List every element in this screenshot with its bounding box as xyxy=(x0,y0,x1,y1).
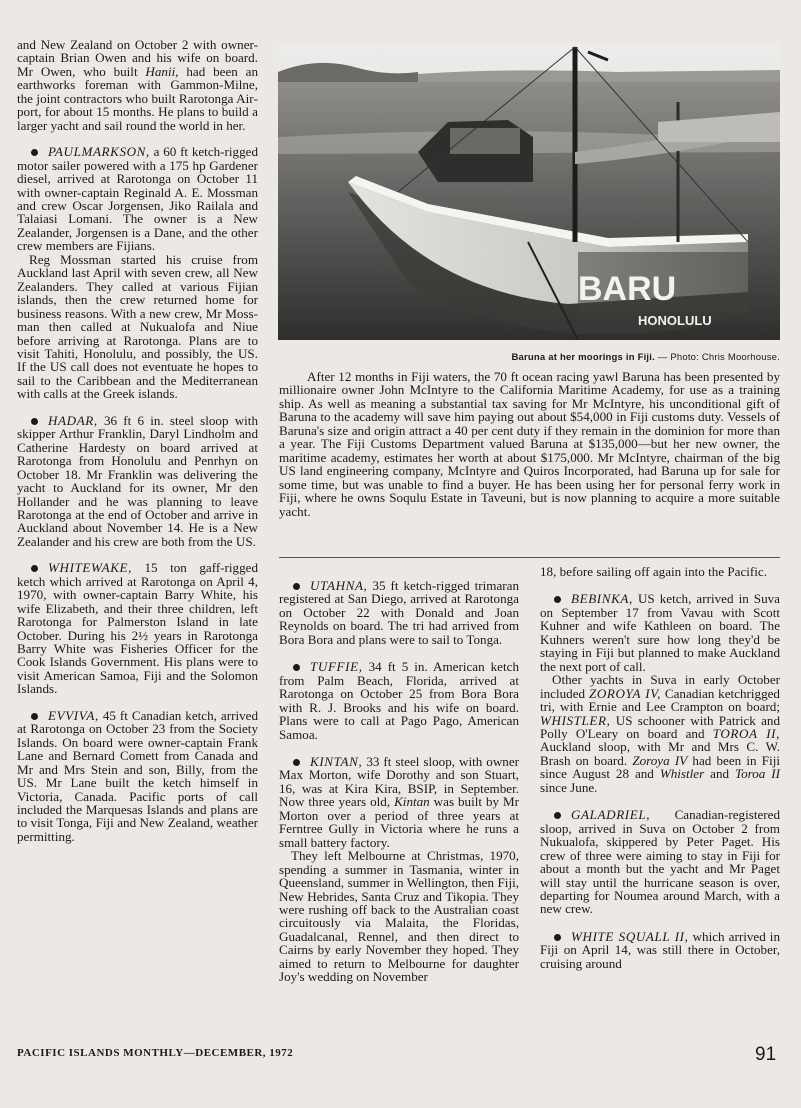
page-number: 91 xyxy=(755,1044,777,1065)
paragraph-other-yachts: Other yachts in Suva in early October included ZOROYA IV, Canadian ketchrigged tri, with Ernie and Lee Crampton on board; WHISTLER, US schooner with Patrick and Polly O'Leary on board and TOROA II, Auckland sloop, with Mr and Mrs C. W. Brash on board. Zoroya IV had been in Fiji since August 28 and Whistler and Toroa II since June. xyxy=(540,672,781,795)
entry-evviva: EVVIVA, 45 ft Canadian ketch, arrived at Rarotonga on October 23 from the Society Islands. On board were owner-captain Frank Lane and Bernard Comett from Canada and Mr and Mrs Stein and son, Billy, from the US. Mr Lane built the ketch himself in Victoria, Canada. Pacific ports of call included the Marquesas Islands and plans are to visit Tonga, Fiji and New Zealand, weather permitting. xyxy=(17,707,258,844)
entry-tuffie: TUFFIE, 34 ft 5 in. American ketch from Palm Beach, Florida, arrived at Rarotonga on October 25 from Bora Bora with R. J. Brooks and his wife on board. Plans were to call at Pago Pago, American Samoa. xyxy=(279,659,519,742)
stern-lettering: BARU xyxy=(578,270,677,308)
entry-galadriel: GALADRIEL, Canadian-registered sloop, arrived in Suva on October 2 from Nukualofa, skippered by Peter Paget. His crew of three were aiming to stay in Fiji for about a month but the yacht and Mr Paget will stay until the hurricane season is over, departing for Noumea around March, with a new crew. xyxy=(540,807,780,917)
entry-white-squall: WHITE SQUALL II, which arrived in Fiji on April 14, was still there in October, cruising around xyxy=(540,928,780,971)
middle-column xyxy=(279,565,519,984)
bullet-icon xyxy=(293,664,300,671)
bullet-icon xyxy=(31,713,38,720)
bullet-icon xyxy=(31,565,38,572)
entry-utahna: UTAHNA, 35 ft ketch-rigged trimaran registered at San Diego, arrived at Rarotonga on October 22 with Donald and Joan Reynolds on board. The tri had arrived from Bora Bora and plans were to sail to Tonga. xyxy=(279,578,519,647)
baruna-photo xyxy=(278,42,780,340)
yacht-illustration xyxy=(278,42,780,340)
bullet-icon xyxy=(293,583,300,590)
paragraph-hanii: and New Zealand on October 2 with owner-captain Brian Owen and his wife on board. Mr Owen, who built Hanii, had been an earthworks foreman with Gammon-Milne, the joint contractors who built Rarotonga Airport, for about 15 months. He plans to build a larger yacht and sail round the world in her. xyxy=(17,37,258,133)
paragraph-continued: 18, before sailing off again into the Pacific. xyxy=(540,564,768,579)
bullet-icon xyxy=(554,812,561,819)
entry-hadar: HADAR, 36 ft 6 in. steel sloop with skipper Arthur Franklin, Daryl Lindholm and Catherine Hardesty on board arrived at Rarotonga from Honolulu and Penrhyn on October 18. Mr Franklin was delivering the yacht to Auckland for its owner, Mr den Hollander and he was planning to leave Rarotonga at the end of October and arrive in Auckland about November 14. He is a New Zealander and his crew are both from the US. xyxy=(17,412,258,549)
bullet-icon xyxy=(31,418,38,425)
entry-paulmarkson: PAULMARKSON, a 60 ft ketch-rigged motor sailer powered with a 175 hp Gardener diesel, arrived at Rarotonga on October 11 with owner-captain Reginald A. E. Mossman and crew Oscar Jorgensen, Jiko Railala and Talaiasi Lomani. The owner is a New Zealander, Jorgensen is a Dane, and the other crew members are Fijians. xyxy=(17,144,258,254)
entry-bebinka: BEBINKA, US ketch, arrived in Suva on September 17 from Vavau with Scott Kuhner and wife Kathleen on board. The Kuhners weren't sure how long they'd be staying in Fiji but planned to make Auckland the next port of call. xyxy=(540,591,780,674)
paragraph-mossman: Reg Mossman started his cruise from Auckland last April with seven crew, all New Zealanders. They called at various Fijian islands, then the crew returned home for business reasons. With a new crew, Mr Mossman then called at Nukualofa and Niue before arriving at Rarotonga. Plans are to visit Tahiti, Honolulu, and possibly, the US. If the US call does not eventuate he hopes to sail to the Caribbean and the Mediterranean with calls at the Greek islands. xyxy=(17,251,258,402)
right-column xyxy=(540,565,780,970)
home-port-lettering: HONOLULU xyxy=(638,313,712,328)
bullet-icon xyxy=(31,149,38,156)
entry-kintan: KINTAN, 33 ft steel sloop, with owner Max Morton, wife Dorothy and son Stuart, 16, was at Kira Kira, BSIP, in September. Now three years old, Kintan was built by Mr Morton over a period of three years at Ferntree Gully in Victoria where he runs a small battery factory. xyxy=(279,753,520,850)
photo-caption: Baruna at her moorings in Fiji. — Photo: Chris Moorhouse. xyxy=(511,352,780,363)
divider xyxy=(279,557,780,558)
page-footer: PACIFIC ISLANDS MONTHLY—DECEMBER, 1972 xyxy=(17,1047,294,1059)
bullet-icon xyxy=(554,934,561,941)
left-column xyxy=(17,38,258,843)
paragraph-melbourne: They left Melbourne at Christmas, 1970, spending a summer in Tasmania, winter in Queensland, summer in Wellington, then Fiji, New Hebrides, Santa Cruz and Tikopia. They were rushing off back to the Australian coast circuitously via Malaita, the Floridas, Guadalcanal, Rennel, and then direct to Cairns by early November they hoped. They aimed to return to Melbourne for daughter Joy's wedding on November xyxy=(279,848,519,985)
bullet-icon xyxy=(554,596,561,603)
entry-whitewake: WHITEWAKE, 15 ton gaff-rigged ketch which arrived at Rarotonga on April 4, 1970, with owner-captain Barry White, his wife Elizabeth, and their three children, left Rarotonga for Palmerston Island in late October. During his 2½ years in Rarotonga Barry White was Fisheries Officer for the Cook Islands Government. His plans were to visit American Samoa, Fiji and the Solomon Islands. xyxy=(17,560,258,697)
bullet-icon xyxy=(293,759,300,766)
baruna-story: After 12 months in Fiji waters, the 70 ft ocean racing yawl Baruna has been presented by millionaire owner John McIntyre to the California Maritime Academy, for use as a training ship. As well as meaning a substantial tax saving for Mr McIntyre, his unconditional gift of Baruna to the academy will save him paying out about $54,000 in Fiji customs duty. Vessels of Baruna's size and origin attract a 40 per cent duty if they remain in the dominion for more than a year. The Fiji Customs Department valued Baruna at $135,000—but her new owner, the maritime academy, estimates her worth at about $175,000. Mr McIntyre, chairman of the big US land engineering company, McIntyre and Quiros Incorporated, had Baruna up for sale for some time, but was unable to find a buyer. He has been using her for personal ferry work in Fiji, where he owns Soqulu Estate in Taveuni, but is now planning to acquire a more suitable yacht. xyxy=(279,369,780,519)
